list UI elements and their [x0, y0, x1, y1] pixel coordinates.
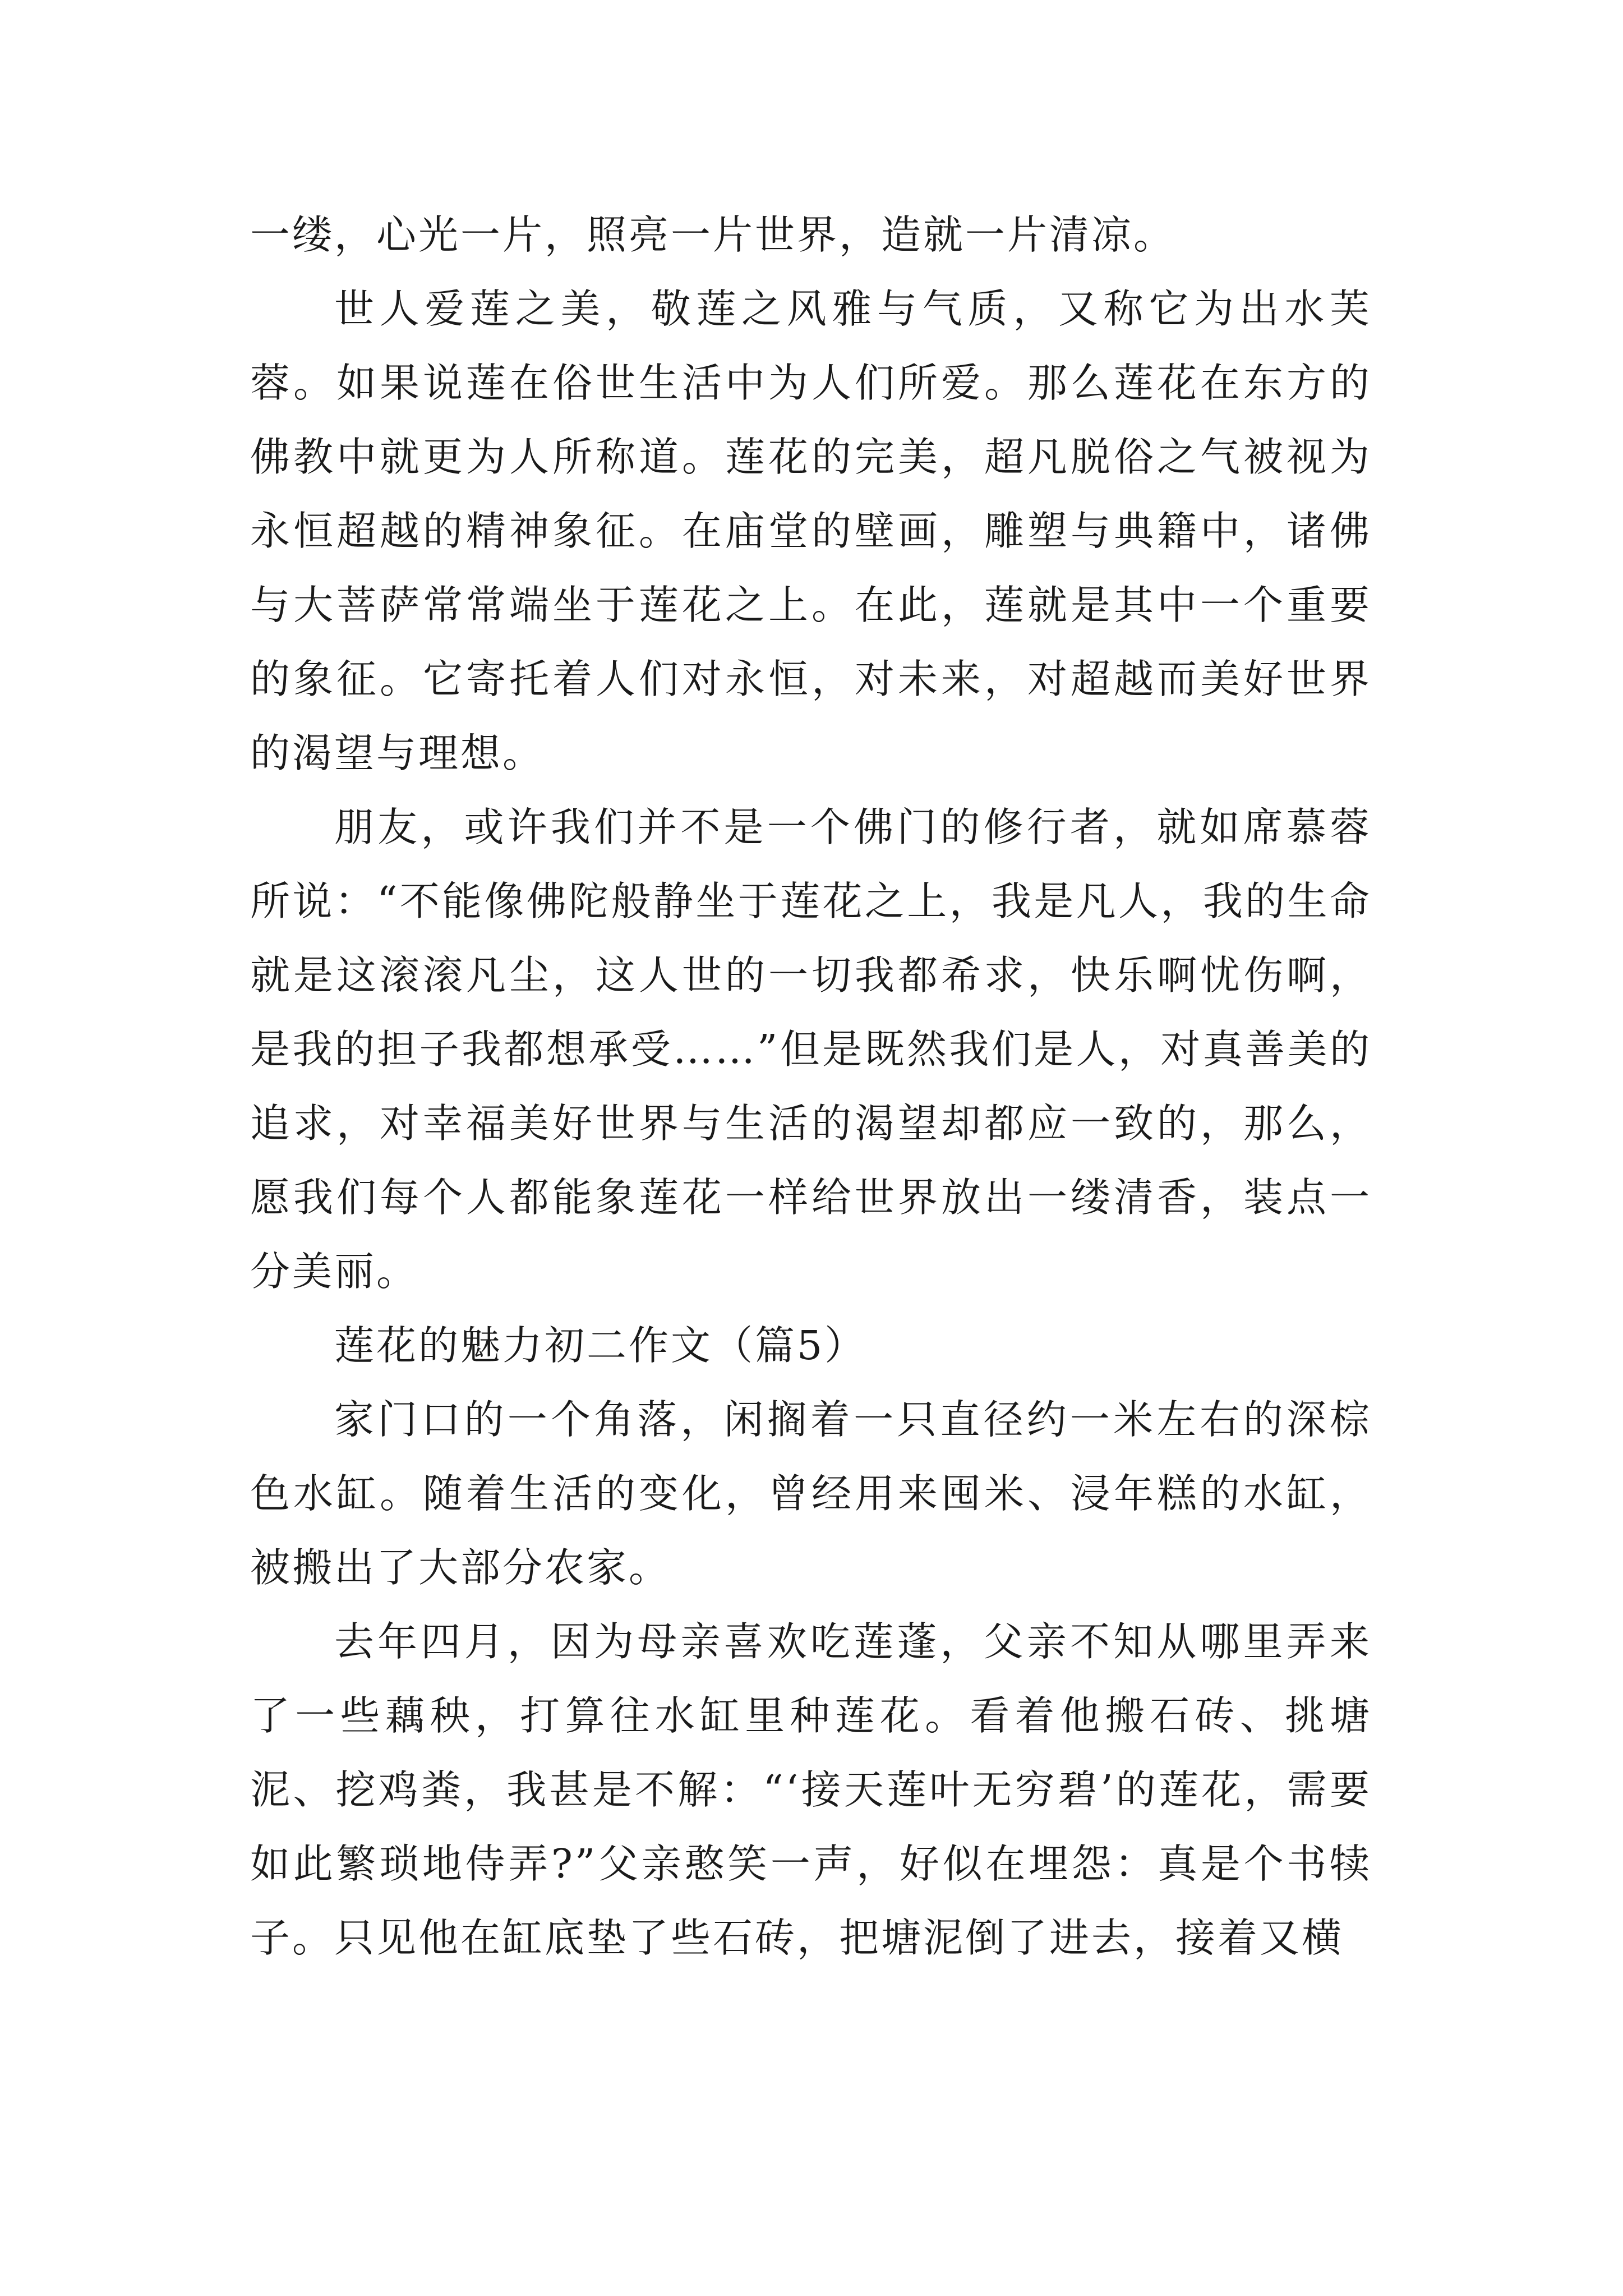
section-heading: 莲花的魅力初二作文（篇5）	[334, 1322, 867, 1369]
paragraph-friend-quote: 朋友，或许我们并不是一个佛门的修行者，就如席慕蓉所说：“不能像佛陀般静坐于莲花之上，我是凡人，我的生命就是这滚滚凡尘，这人世的一切我都希求，快乐啊忧伤啊，是我的担子我都想承受……”但是既然我们是人，对真善美的追求，对幸福美好世界与生活的渴望却都应一致的，那么，愿我们每个人都能象莲花一样给世界放出一缕清香，装点一分美丽。	[250, 804, 1372, 1295]
document-body	[250, 198, 1372, 1975]
paragraph-continuation: 一缕，心光一片，照亮一片世界，造就一片清凉。	[250, 211, 1176, 258]
paragraph-lotus-beauty: 世人爱莲之美，敬莲之风雅与气质，又称它为出水芙蓉。如果说莲在俗世生活中为人们所爱。那么莲花在东方的佛教中就更为人所称道。莲花的完美，超凡脱俗之气被视为永恒超越的精神象征。在庙堂的壁画，雕塑与典籍中，诸佛与大菩萨常常端坐于莲花之上。在此，莲就是其中一个重要的象征。它寄托着人们对永恒，对未来，对超越而美好世界的渴望与理想。	[250, 286, 1372, 776]
paragraph-water-vat: 家门口的一个角落，闲搁着一只直径约一米左右的深棕色水缸。随着生活的变化，曾经用来囤米、浸年糕的水缸，被搬出了大部分农家。	[250, 1396, 1372, 1591]
paragraph-last-april: 去年四月，因为母亲喜欢吃莲蓬，父亲不知从哪里弄来了一些藕秧，打算往水缸里种莲花。看着他搬石砖、挑塘泥、挖鸡粪，我甚是不解：“‘接天莲叶无穷碧’的莲花，需要如此繁琐地侍弄?”父亲憨笑一声，好似在埋怨：真是个书犊子。只见他在缸底垫了些石砖，把塘泥倒了进去，接着又横	[250, 1618, 1372, 1961]
